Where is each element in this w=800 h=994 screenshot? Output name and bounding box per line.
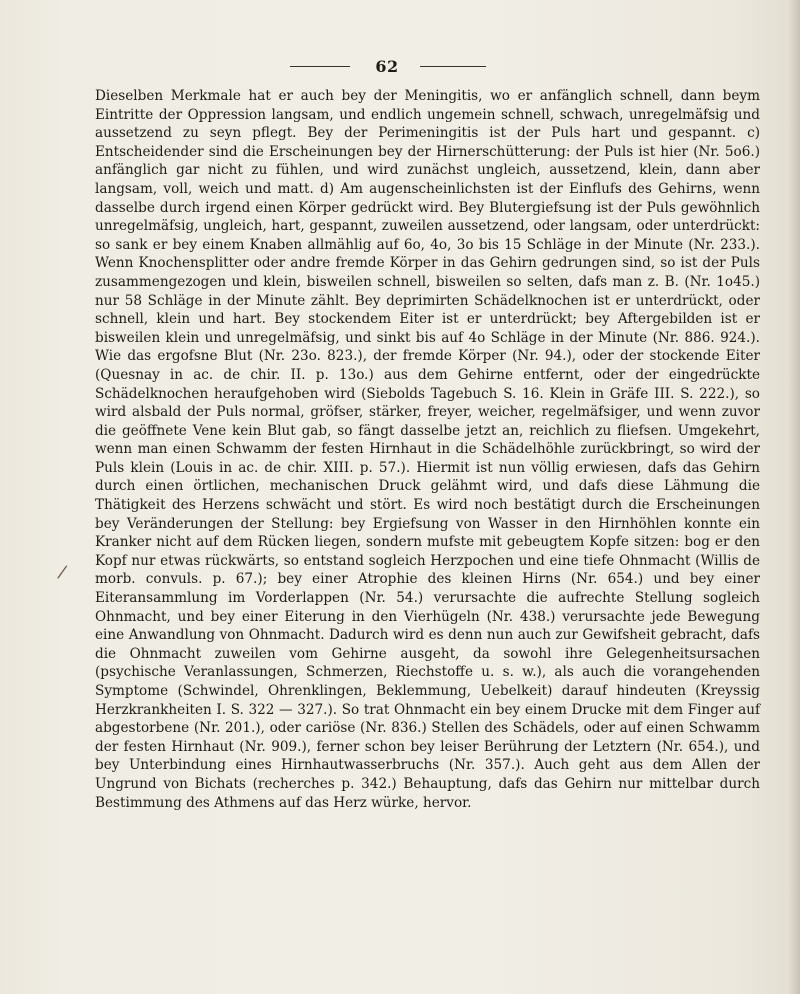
page-edge-shadow — [788, 0, 800, 994]
page-number: 62 — [375, 57, 399, 76]
margin-pencil-mark: / — [56, 561, 69, 584]
header-rule-left — [290, 66, 350, 67]
header-rule-right — [420, 66, 486, 67]
body-paragraph: Dieselben Merkmale hat er auch bey der Meningitis, wo er anfänglich schnell, dann beym Eintritte der Oppression langsam, und endlich ungemein schnell, schwach, unregelmäfsig und aussetzend zu seyn pflegt. Bey der Perimeningitis ist der Puls hart und gespannt. c) Entscheidender sind die Erscheinungen bey der Hirnerschütterung: der Puls ist hier (Nr. 5o6.) anfänglich gar nicht zu fühlen, und wird zunächst ungleich, aussetzend, klein, dann aber langsam, voll, weich und matt. d) Am augenscheinlichsten ist der Einflufs des Gehirns, wenn dasselbe durch irgend einen Körper gedrückt wird. Bey Blutergiefsung ist der Puls gewöhnlich unregelmäfsig, ungleich, hart, gespannt, zuweilen aussetzend, oder langsam, oder unterdrückt: so sank er bey einem Knaben allmählig auf 6o, 4o, 3o bis 15 Schläge in der Minute (Nr. 233.). Wenn Knochensplitter oder andre fremde Körper in das Gehirn gedrungen sind, so ist der Puls zusammengezogen und klein, bisweilen schnell, bisweilen so selten, dafs man z. B. (Nr. 1o45.) nur 58 Schläge in der Minute zählt. Bey deprimirten Schädelknochen ist er unterdrückt, oder schnell, klein und hart. Bey stockendem Eiter ist er unterdrückt; bey Aftergebilden ist er bisweilen klein und unregelmäfsig, und sinkt bis auf 4o Schläge in der Minute (Nr. 886. 924.). Wie das ergofsne Blut (Nr. 23o. 823.), der fremde Körper (Nr. 94.), oder der stockende Eiter (Quesnay in ac. de chir. II. p. 13o.) aus dem Gehirne entfernt, oder der eingedrückte Schädelknochen heraufgehoben wird (Siebolds Tagebuch S. 16. Klein in Gräfe III. S. 222.), so wird alsbald der Puls normal, gröfser, stärker, freyer, weicher, regelmäfsiger, und wenn zuvor die geöffnete Vene kein Blut gab, so fängt dasselbe jetzt an, reichlich zu fliefsen. Umgekehrt, wenn man einen Schwamm der festen Hirnhaut in die Schädelhöhle zurückbringt, so wird der Puls klein (Louis in ac. de chir. XIII. p. 57.). Hiermit ist nun völlig erwiesen, dafs das Gehirn durch einen örtlichen, mechanischen Druck gelähmt wird, und dafs diese Lähmung die Thätigkeit des Herzens schwächt und stört. Es wird noch bestätigt durch die Erscheinungen bey Veränderungen der Stellung: bey Ergiefsung von Wasser in den Hirnhöhlen konnte ein Kranker nicht auf dem Rücken liegen, sondern mufste mit gebeugtem Kopfe sitzen: bog er den Kopf nur etwas rückwärts, so entstand sogleich Herzpochen und eine tiefe Ohnmacht (Willis de morb. convuls. p. 67.); bey einer Atrophie des kleinen Hirns (Nr. 654.) und bey einer Eiteransammlung im Vorderlappen (Nr. 54.) verursachte die aufrechte Stellung sogleich Ohnmacht, und bey einer Eiterung in den Vierhügeln (Nr. 438.) verursachte jede Bewegung eine Anwandlung von Ohnmacht. Dadurch wird es denn nun auch zur Gewifsheit gebracht, dafs die Ohnmacht zuweilen vom Gehirne ausgeht, da sowohl ihre Gelegenheitsursachen (psychische Veranlassungen, Schmerzen, Riechstoffe u. s. w.), als auch die vorangehenden Symptome (Schwindel, Ohrenklingen, Beklemmung, Uebelkeit) darauf hindeuten (Kreyssig Herzkrankheiten I. S. 322 — 327.). So trat Ohnmacht ein bey einem Drucke mit dem Finger auf abgestorbene (Nr. 201.), oder cariöse (Nr. 836.) Stellen des Schädels, oder auf einen Schwamm der festen Hirnhaut (Nr. 909.), ferner schon bey leiser Berührung der Letztern (Nr. 654.), und bey Unterbindung eines Hirnhautwasserbruchs (Nr. 357.). Auch geht aus dem Allen der Ungrund von Bichats (recherches p. 342.) Behauptung, dafs das Gehirn nur mittelbar durch Bestimmung des Athmens auf das Herz würke, hervor. — [95, 88, 760, 811]
